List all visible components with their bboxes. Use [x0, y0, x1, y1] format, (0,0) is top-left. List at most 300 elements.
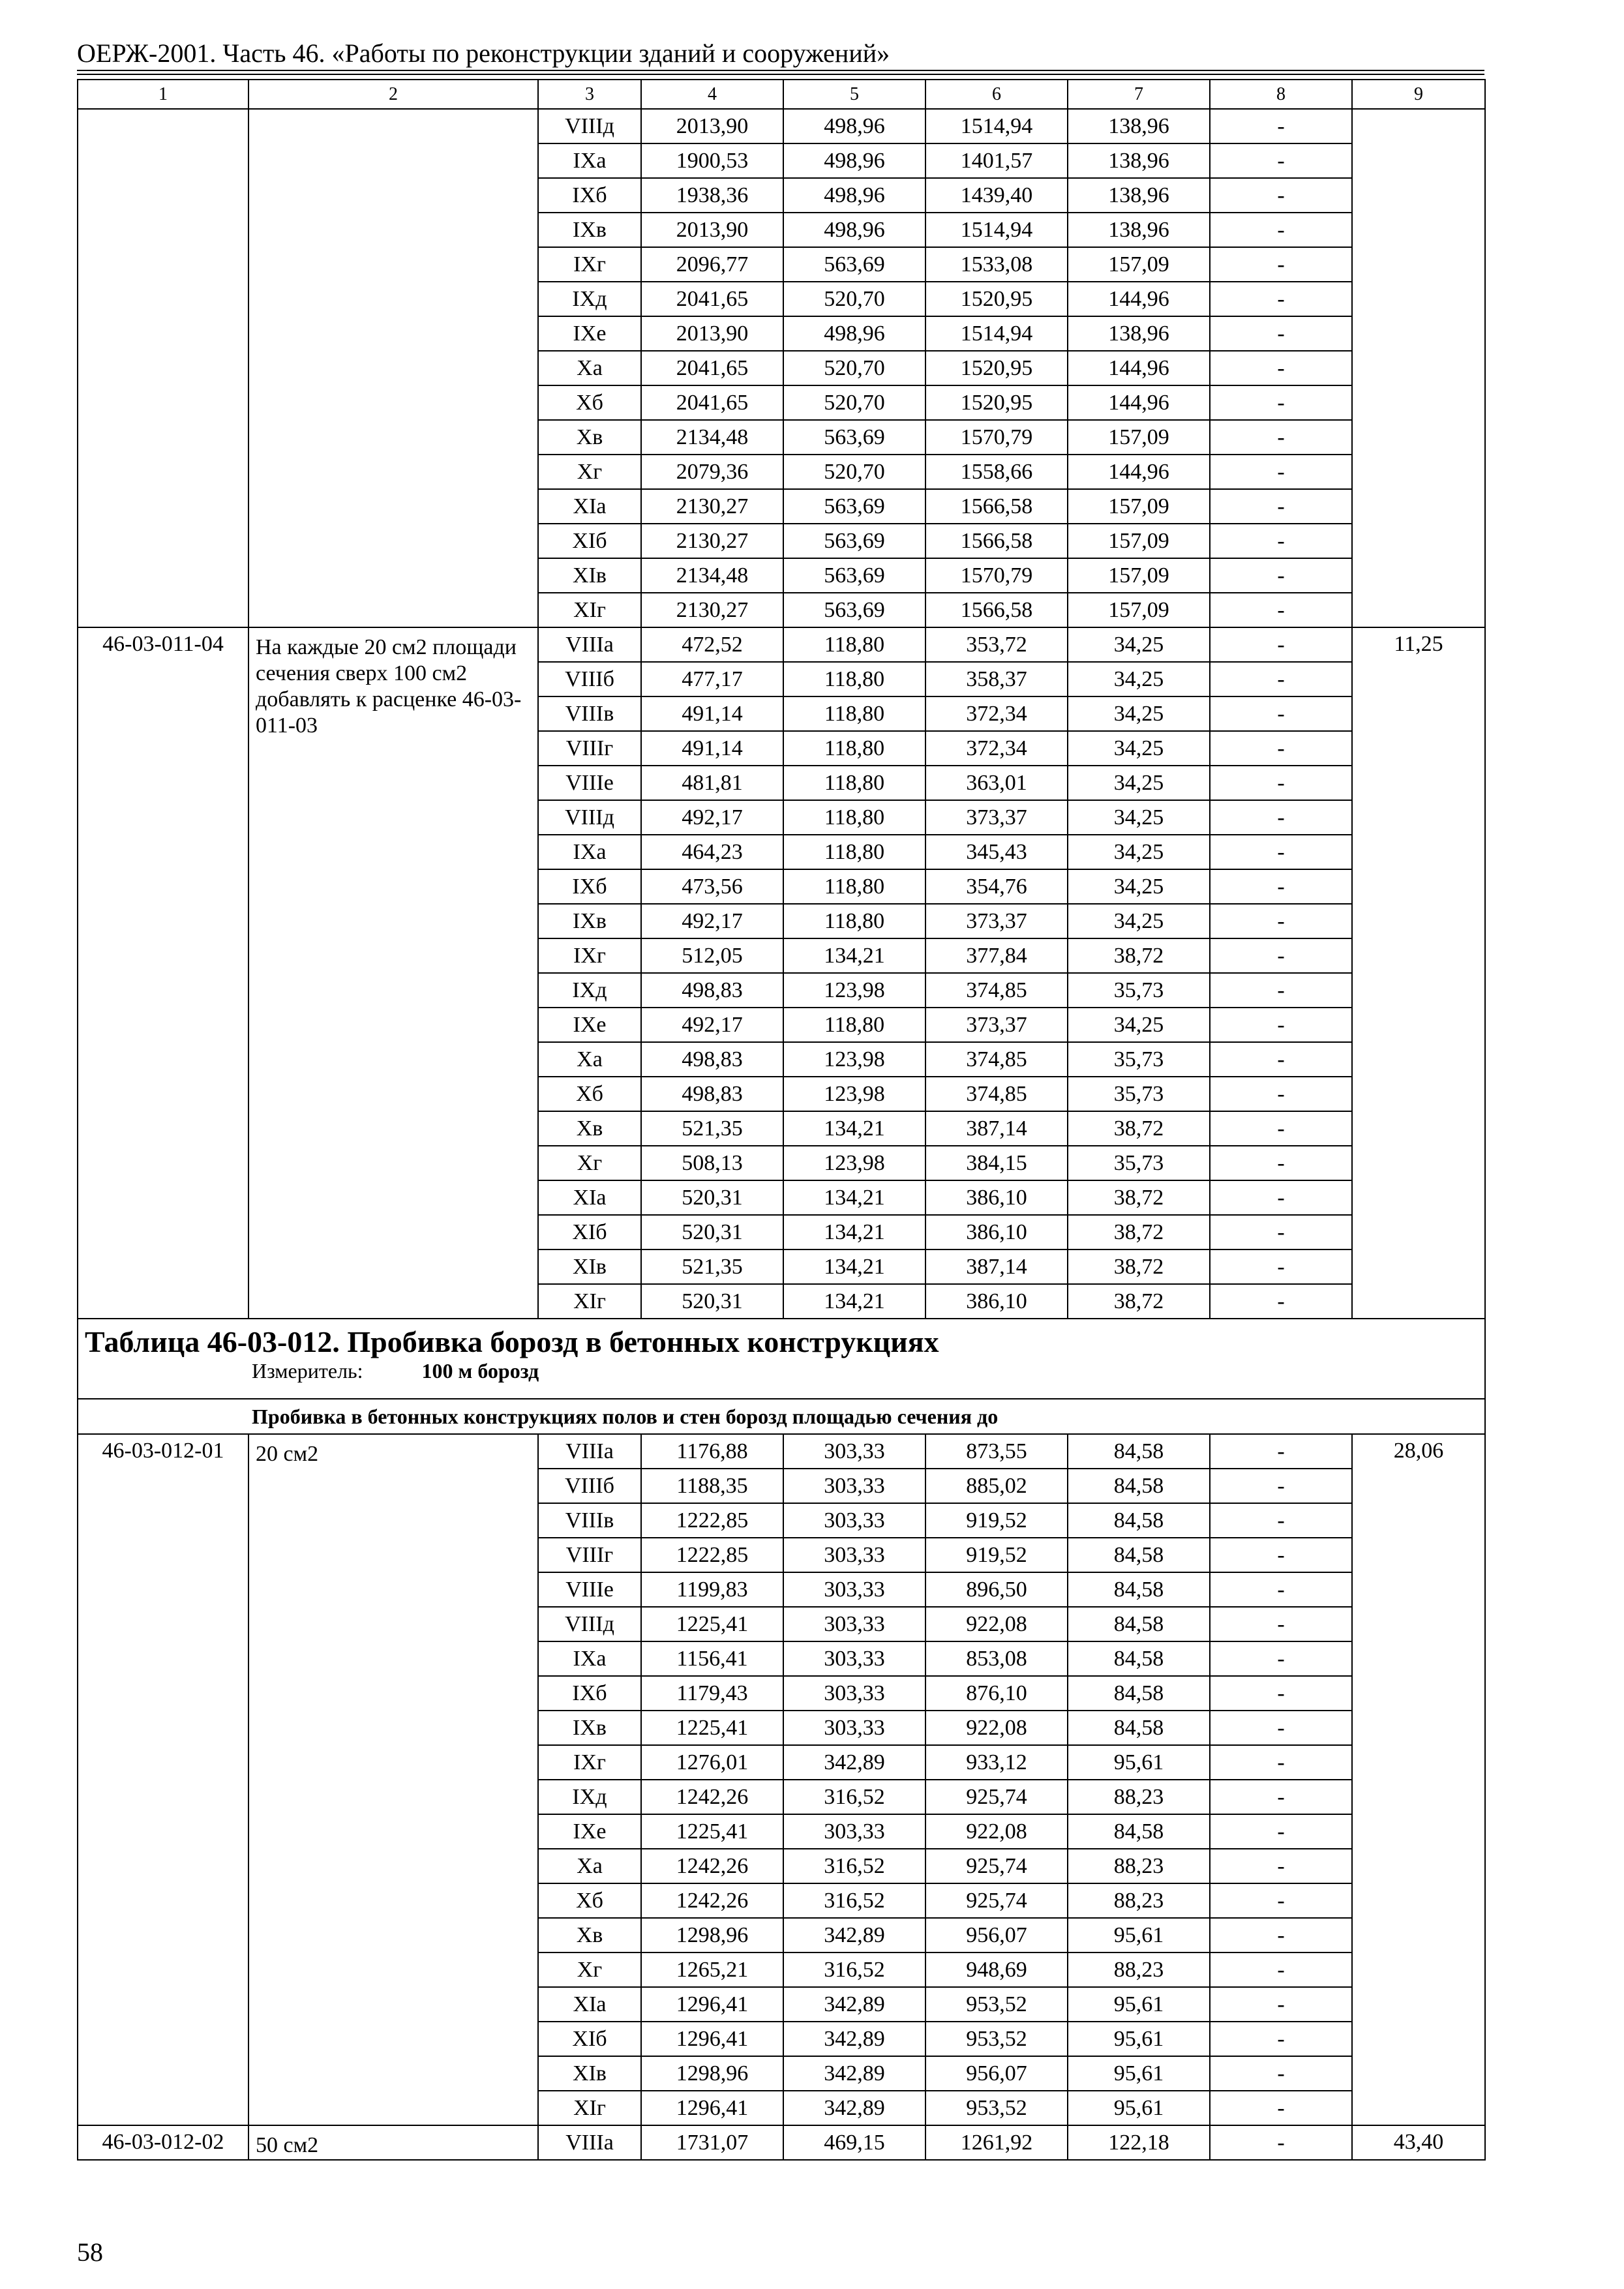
wages-cell: 316,52 [783, 1883, 925, 1918]
table-title: Таблица 46-03-012. Пробивка борозд в бетонных конструкциях [85, 1325, 939, 1358]
machine-cost-cell: 1261,92 [925, 2125, 1068, 2160]
direct-cost-cell: 1298,96 [641, 2056, 783, 2091]
direct-cost-cell: 2041,65 [641, 351, 783, 385]
direct-cost-cell: 1222,85 [641, 1503, 783, 1538]
zone-cell: IXа [538, 835, 641, 869]
wages-cell: 563,69 [783, 558, 925, 593]
operator-wages-cell: 95,61 [1068, 2056, 1210, 2091]
zone-cell: IXе [538, 1814, 641, 1849]
operator-wages-cell: 34,25 [1068, 1008, 1210, 1042]
operator-wages-cell: 84,58 [1068, 1607, 1210, 1641]
operator-wages-cell: 144,96 [1068, 282, 1210, 316]
wages-cell: 123,98 [783, 1042, 925, 1077]
wages-cell: 469,15 [783, 2125, 925, 2160]
zone-cell: Xб [538, 1077, 641, 1111]
operator-wages-cell: 38,72 [1068, 1249, 1210, 1284]
zone-cell: Xв [538, 1918, 641, 1952]
machine-cost-cell: 387,14 [925, 1111, 1068, 1146]
description-cell [248, 109, 538, 627]
operator-wages-cell: 144,96 [1068, 385, 1210, 420]
table-row [78, 2125, 1485, 2160]
direct-cost-cell: 2134,48 [641, 420, 783, 455]
machine-cost-cell: 1533,08 [925, 247, 1068, 282]
wages-cell: 342,89 [783, 2056, 925, 2091]
direct-cost-cell: 1225,41 [641, 1814, 783, 1849]
operator-wages-cell: 84,58 [1068, 1503, 1210, 1538]
machine-cost-cell: 1566,58 [925, 593, 1068, 627]
operator-wages-cell: 38,72 [1068, 1284, 1210, 1319]
operator-wages-cell: 34,25 [1068, 627, 1210, 662]
zone-cell: Xа [538, 1042, 641, 1077]
direct-cost-cell: 491,14 [641, 696, 783, 731]
operator-wages-cell: 88,23 [1068, 1952, 1210, 1987]
section-heading: Пробивка в бетонных конструкциях полов и стен борозд площадью сечения до [78, 1399, 1485, 1434]
zone-cell: IXг [538, 247, 641, 282]
table-row [78, 109, 1485, 143]
direct-cost-cell: 508,13 [641, 1146, 783, 1180]
materials-cell: - [1210, 1215, 1352, 1249]
zone-cell: VIIIд [538, 800, 641, 835]
materials-cell: - [1210, 1077, 1352, 1111]
materials-cell: - [1210, 869, 1352, 904]
table-title-row [78, 1319, 1485, 1399]
materials-cell: - [1210, 731, 1352, 766]
labor-cost-cell: 28,06 [1352, 1434, 1485, 2125]
operator-wages-cell: 157,09 [1068, 420, 1210, 455]
operator-wages-cell: 34,25 [1068, 766, 1210, 800]
direct-cost-cell: 1188,35 [641, 1469, 783, 1503]
materials-cell: - [1210, 489, 1352, 524]
zone-cell: IXа [538, 143, 641, 178]
materials-cell: - [1210, 1676, 1352, 1711]
wages-cell: 118,80 [783, 766, 925, 800]
zone-cell: XIа [538, 1987, 641, 2022]
materials-cell: - [1210, 109, 1352, 143]
materials-cell: - [1210, 1607, 1352, 1641]
direct-cost-cell: 2041,65 [641, 282, 783, 316]
materials-cell: - [1210, 1572, 1352, 1607]
machine-cost-cell: 922,08 [925, 1814, 1068, 1849]
machine-cost-cell: 853,08 [925, 1641, 1068, 1676]
wages-cell: 118,80 [783, 835, 925, 869]
direct-cost-cell: 492,17 [641, 1008, 783, 1042]
direct-cost-cell: 1156,41 [641, 1641, 783, 1676]
wages-cell: 123,98 [783, 1077, 925, 1111]
zone-cell: XIг [538, 2091, 641, 2125]
direct-cost-cell: 464,23 [641, 835, 783, 869]
direct-cost-cell: 1900,53 [641, 143, 783, 178]
operator-wages-cell: 88,23 [1068, 1883, 1210, 1918]
zone-cell: XIа [538, 489, 641, 524]
materials-cell: - [1210, 766, 1352, 800]
direct-cost-cell: 2041,65 [641, 385, 783, 420]
zone-cell: Xг [538, 1146, 641, 1180]
zone-cell: IXг [538, 1745, 641, 1780]
zone-cell: VIIIб [538, 1469, 641, 1503]
direct-cost-cell: 473,56 [641, 869, 783, 904]
direct-cost-cell: 2130,27 [641, 593, 783, 627]
machine-cost-cell: 956,07 [925, 1918, 1068, 1952]
direct-cost-cell: 2130,27 [641, 524, 783, 558]
zone-cell: IXв [538, 1711, 641, 1745]
direct-cost-cell: 521,35 [641, 1111, 783, 1146]
wages-cell: 520,70 [783, 455, 925, 489]
operator-wages-cell: 34,25 [1068, 800, 1210, 835]
zone-cell: VIIIе [538, 766, 641, 800]
operator-wages-cell: 84,58 [1068, 1572, 1210, 1607]
wages-cell: 303,33 [783, 1503, 925, 1538]
zone-cell: VIIIд [538, 109, 641, 143]
zone-cell: IXб [538, 869, 641, 904]
direct-cost-cell: 1731,07 [641, 2125, 783, 2160]
column-number-row [78, 80, 1485, 109]
page-number: 58 [77, 2237, 103, 2267]
materials-cell: - [1210, 524, 1352, 558]
zone-cell: Xв [538, 1111, 641, 1146]
materials-cell: - [1210, 938, 1352, 973]
machine-cost-cell: 919,52 [925, 1538, 1068, 1572]
section-heading-row [78, 1399, 1485, 1434]
machine-cost-cell: 386,10 [925, 1215, 1068, 1249]
machine-cost-cell: 933,12 [925, 1745, 1068, 1780]
wages-cell: 303,33 [783, 1538, 925, 1572]
labor-cost-cell: 11,25 [1352, 627, 1485, 1319]
wages-cell: 520,70 [783, 282, 925, 316]
operator-wages-cell: 138,96 [1068, 178, 1210, 213]
wages-cell: 520,70 [783, 385, 925, 420]
materials-cell: - [1210, 247, 1352, 282]
machine-cost-cell: 922,08 [925, 1711, 1068, 1745]
wages-cell: 134,21 [783, 1284, 925, 1319]
direct-cost-cell: 520,31 [641, 1215, 783, 1249]
wages-cell: 123,98 [783, 973, 925, 1008]
operator-wages-cell: 84,58 [1068, 1538, 1210, 1572]
materials-cell: - [1210, 178, 1352, 213]
materials-cell: - [1210, 316, 1352, 351]
materials-cell: - [1210, 2022, 1352, 2056]
header-rule [77, 70, 1484, 71]
zone-cell: IXв [538, 904, 641, 938]
column-number: 2 [248, 80, 538, 109]
operator-wages-cell: 35,73 [1068, 1042, 1210, 1077]
materials-cell: - [1210, 2125, 1352, 2160]
materials-cell: - [1210, 1538, 1352, 1572]
zone-cell: IXа [538, 1641, 641, 1676]
materials-cell: - [1210, 973, 1352, 1008]
zone-cell: Xа [538, 1849, 641, 1883]
machine-cost-cell: 386,10 [925, 1180, 1068, 1215]
unit-label: Измеритель: [252, 1359, 363, 1383]
zone-cell: Xб [538, 385, 641, 420]
wages-cell: 303,33 [783, 1607, 925, 1641]
zone-cell: VIIIв [538, 696, 641, 731]
machine-cost-cell: 953,52 [925, 2022, 1068, 2056]
machine-cost-cell: 345,43 [925, 835, 1068, 869]
machine-cost-cell: 374,85 [925, 1042, 1068, 1077]
zone-cell: VIIIе [538, 1572, 641, 1607]
direct-cost-cell: 498,83 [641, 1042, 783, 1077]
direct-cost-cell: 2134,48 [641, 558, 783, 593]
materials-cell: - [1210, 1111, 1352, 1146]
direct-cost-cell: 1296,41 [641, 2091, 783, 2125]
wages-cell: 118,80 [783, 869, 925, 904]
operator-wages-cell: 35,73 [1068, 1077, 1210, 1111]
machine-cost-cell: 1558,66 [925, 455, 1068, 489]
direct-cost-cell: 1225,41 [641, 1607, 783, 1641]
direct-cost-cell: 498,83 [641, 973, 783, 1008]
machine-cost-cell: 956,07 [925, 2056, 1068, 2091]
operator-wages-cell: 157,09 [1068, 489, 1210, 524]
table-row [78, 627, 1485, 662]
materials-cell: - [1210, 351, 1352, 385]
wages-cell: 118,80 [783, 662, 925, 696]
machine-cost-cell: 1566,58 [925, 524, 1068, 558]
materials-cell: - [1210, 1814, 1352, 1849]
machine-cost-cell: 363,01 [925, 766, 1068, 800]
zone-cell: XIв [538, 2056, 641, 2091]
operator-wages-cell: 122,18 [1068, 2125, 1210, 2160]
operator-wages-cell: 38,72 [1068, 1215, 1210, 1249]
wages-cell: 118,80 [783, 904, 925, 938]
wages-cell: 342,89 [783, 1918, 925, 1952]
materials-cell: - [1210, 1434, 1352, 1469]
header-rule [77, 74, 1484, 75]
wages-cell: 303,33 [783, 1572, 925, 1607]
unit-value: 100 м борозд [421, 1359, 539, 1383]
machine-cost-cell: 353,72 [925, 627, 1068, 662]
column-number: 3 [538, 80, 641, 109]
direct-cost-cell: 1242,26 [641, 1849, 783, 1883]
column-number: 5 [783, 80, 925, 109]
operator-wages-cell: 84,58 [1068, 1469, 1210, 1503]
zone-cell: IXе [538, 316, 641, 351]
materials-cell: - [1210, 1849, 1352, 1883]
wages-cell: 316,52 [783, 1952, 925, 1987]
machine-cost-cell: 377,84 [925, 938, 1068, 973]
direct-cost-cell: 498,83 [641, 1077, 783, 1111]
materials-cell: - [1210, 1284, 1352, 1319]
machine-cost-cell: 953,52 [925, 1987, 1068, 2022]
zone-cell: XIа [538, 1180, 641, 1215]
direct-cost-cell: 1179,43 [641, 1676, 783, 1711]
materials-cell: - [1210, 1780, 1352, 1814]
wages-cell: 118,80 [783, 1008, 925, 1042]
wages-cell: 303,33 [783, 1676, 925, 1711]
wages-cell: 303,33 [783, 1711, 925, 1745]
machine-cost-cell: 896,50 [925, 1572, 1068, 1607]
wages-cell: 498,96 [783, 109, 925, 143]
column-number: 8 [1210, 80, 1352, 109]
direct-cost-cell: 520,31 [641, 1180, 783, 1215]
operator-wages-cell: 84,58 [1068, 1676, 1210, 1711]
zone-cell: XIб [538, 524, 641, 558]
machine-cost-cell: 922,08 [925, 1607, 1068, 1641]
wages-cell: 118,80 [783, 731, 925, 766]
zone-cell: Xг [538, 455, 641, 489]
materials-cell: - [1210, 835, 1352, 869]
operator-wages-cell: 157,09 [1068, 247, 1210, 282]
wages-cell: 316,52 [783, 1849, 925, 1883]
machine-cost-cell: 1520,95 [925, 351, 1068, 385]
machine-cost-cell: 1514,94 [925, 213, 1068, 247]
operator-wages-cell: 84,58 [1068, 1434, 1210, 1469]
description-cell: 20 см2 [248, 1434, 538, 2125]
zone-cell: IXд [538, 973, 641, 1008]
wages-cell: 563,69 [783, 247, 925, 282]
machine-cost-cell: 374,85 [925, 1077, 1068, 1111]
direct-cost-cell: 520,31 [641, 1284, 783, 1319]
table-body [78, 80, 1485, 2160]
wages-cell: 563,69 [783, 489, 925, 524]
description-cell: 50 см2 [248, 2125, 538, 2160]
materials-cell: - [1210, 2091, 1352, 2125]
operator-wages-cell: 38,72 [1068, 938, 1210, 973]
zone-cell: VIIIа [538, 2125, 641, 2160]
operator-wages-cell: 35,73 [1068, 973, 1210, 1008]
direct-cost-cell: 1242,26 [641, 1780, 783, 1814]
wages-cell: 342,89 [783, 2091, 925, 2125]
materials-cell: - [1210, 662, 1352, 696]
zone-cell: VIIIв [538, 1503, 641, 1538]
machine-cost-cell: 358,37 [925, 662, 1068, 696]
direct-cost-cell: 1225,41 [641, 1711, 783, 1745]
machine-cost-cell: 373,37 [925, 800, 1068, 835]
rate-code-cell [78, 109, 248, 627]
column-number: 7 [1068, 80, 1210, 109]
direct-cost-cell: 2013,90 [641, 213, 783, 247]
wages-cell: 316,52 [783, 1780, 925, 1814]
direct-cost-cell: 2079,36 [641, 455, 783, 489]
operator-wages-cell: 138,96 [1068, 213, 1210, 247]
operator-wages-cell: 157,09 [1068, 558, 1210, 593]
machine-cost-cell: 925,74 [925, 1883, 1068, 1918]
wages-cell: 303,33 [783, 1469, 925, 1503]
labor-cost-cell: 43,40 [1352, 2125, 1485, 2160]
direct-cost-cell: 1276,01 [641, 1745, 783, 1780]
operator-wages-cell: 88,23 [1068, 1780, 1210, 1814]
machine-cost-cell: 384,15 [925, 1146, 1068, 1180]
direct-cost-cell: 481,81 [641, 766, 783, 800]
zone-cell: XIг [538, 1284, 641, 1319]
operator-wages-cell: 138,96 [1068, 109, 1210, 143]
machine-cost-cell: 885,02 [925, 1469, 1068, 1503]
unit-line [252, 1361, 1484, 1381]
operator-wages-cell: 144,96 [1068, 351, 1210, 385]
zone-cell: IXб [538, 178, 641, 213]
machine-cost-cell: 387,14 [925, 1249, 1068, 1284]
materials-cell: - [1210, 1008, 1352, 1042]
operator-wages-cell: 84,58 [1068, 1814, 1210, 1849]
machine-cost-cell: 374,85 [925, 973, 1068, 1008]
wages-cell: 118,80 [783, 627, 925, 662]
operator-wages-cell: 38,72 [1068, 1180, 1210, 1215]
wages-cell: 342,89 [783, 1745, 925, 1780]
zone-cell: VIIIа [538, 627, 641, 662]
zone-cell: IXе [538, 1008, 641, 1042]
wages-cell: 134,21 [783, 1111, 925, 1146]
operator-wages-cell: 38,72 [1068, 1111, 1210, 1146]
direct-cost-cell: 1176,88 [641, 1434, 783, 1469]
wages-cell: 498,96 [783, 213, 925, 247]
wages-cell: 123,98 [783, 1146, 925, 1180]
materials-cell: - [1210, 1918, 1352, 1952]
direct-cost-cell: 477,17 [641, 662, 783, 696]
zone-cell: IXд [538, 282, 641, 316]
operator-wages-cell: 157,09 [1068, 524, 1210, 558]
wages-cell: 342,89 [783, 1987, 925, 2022]
wages-cell: 134,21 [783, 938, 925, 973]
operator-wages-cell: 144,96 [1068, 455, 1210, 489]
zone-cell: VIIIг [538, 1538, 641, 1572]
wages-cell: 118,80 [783, 800, 925, 835]
direct-cost-cell: 1265,21 [641, 1952, 783, 1987]
wages-cell: 303,33 [783, 1434, 925, 1469]
zone-cell: VIIIб [538, 662, 641, 696]
materials-cell: - [1210, 593, 1352, 627]
machine-cost-cell: 925,74 [925, 1849, 1068, 1883]
materials-cell: - [1210, 1987, 1352, 2022]
page-header: ОЕРЖ-2001. Часть 46. «Работы по реконструкции зданий и сооружений» [77, 38, 890, 68]
zone-cell: Xв [538, 420, 641, 455]
direct-cost-cell: 2013,90 [641, 316, 783, 351]
materials-cell: - [1210, 696, 1352, 731]
operator-wages-cell: 34,25 [1068, 696, 1210, 731]
operator-wages-cell: 84,58 [1068, 1641, 1210, 1676]
direct-cost-cell: 492,17 [641, 800, 783, 835]
machine-cost-cell: 1439,40 [925, 178, 1068, 213]
wages-cell: 342,89 [783, 2022, 925, 2056]
rates-table [77, 79, 1486, 2161]
operator-wages-cell: 88,23 [1068, 1849, 1210, 1883]
materials-cell: - [1210, 420, 1352, 455]
machine-cost-cell: 1514,94 [925, 109, 1068, 143]
direct-cost-cell: 1298,96 [641, 1918, 783, 1952]
wages-cell: 134,21 [783, 1249, 925, 1284]
zone-cell: VIIIа [538, 1434, 641, 1469]
direct-cost-cell: 1199,83 [641, 1572, 783, 1607]
operator-wages-cell: 95,61 [1068, 1918, 1210, 1952]
operator-wages-cell: 34,25 [1068, 904, 1210, 938]
machine-cost-cell: 373,37 [925, 904, 1068, 938]
materials-cell: - [1210, 213, 1352, 247]
materials-cell: - [1210, 1503, 1352, 1538]
description-cell: На каждые 20 см2 площади сечения сверх 100 см2 добавлять к расценке 46-03-011-03 [248, 627, 538, 1319]
operator-wages-cell: 84,58 [1068, 1711, 1210, 1745]
wages-cell: 498,96 [783, 316, 925, 351]
zone-cell: IXг [538, 938, 641, 973]
machine-cost-cell: 354,76 [925, 869, 1068, 904]
zone-cell: Xа [538, 351, 641, 385]
direct-cost-cell: 2130,27 [641, 489, 783, 524]
materials-cell: - [1210, 1745, 1352, 1780]
rate-code-cell: 46-03-012-01 [78, 1434, 248, 2125]
operator-wages-cell: 138,96 [1068, 143, 1210, 178]
materials-cell: - [1210, 1249, 1352, 1284]
direct-cost-cell: 1242,26 [641, 1883, 783, 1918]
operator-wages-cell: 34,25 [1068, 835, 1210, 869]
machine-cost-cell: 948,69 [925, 1952, 1068, 1987]
direct-cost-cell: 2096,77 [641, 247, 783, 282]
wages-cell: 118,80 [783, 696, 925, 731]
wages-cell: 563,69 [783, 524, 925, 558]
operator-wages-cell: 138,96 [1068, 316, 1210, 351]
materials-cell: - [1210, 1641, 1352, 1676]
direct-cost-cell: 1296,41 [641, 2022, 783, 2056]
wages-cell: 134,21 [783, 1215, 925, 1249]
materials-cell: - [1210, 1180, 1352, 1215]
direct-cost-cell: 512,05 [641, 938, 783, 973]
machine-cost-cell: 876,10 [925, 1676, 1068, 1711]
